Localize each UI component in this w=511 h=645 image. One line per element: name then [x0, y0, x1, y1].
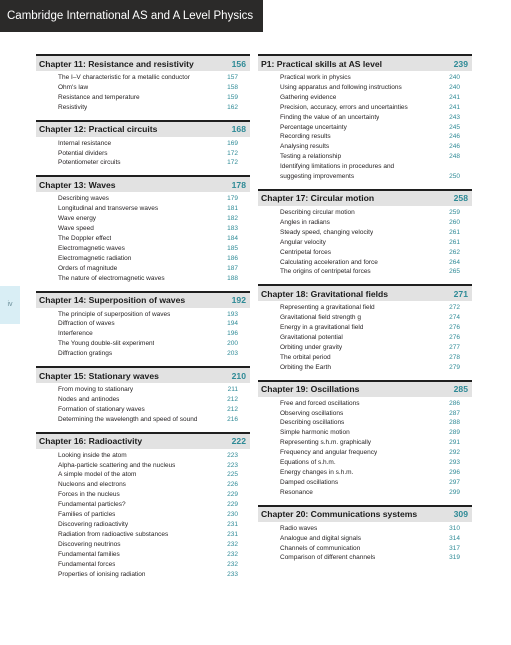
- toc-entry-label: The Young double-slit experiment: [58, 340, 155, 348]
- toc-entry-label: Angles in radians: [280, 218, 330, 226]
- toc-entry-label: Diffraction of waves: [58, 320, 115, 328]
- toc-entry-page: 159: [227, 93, 238, 101]
- toc-entry-label: Discovering neutrinos: [58, 540, 121, 548]
- toc-entry-label: Wave speed: [58, 225, 94, 233]
- toc-entry-label: Describing oscillations: [280, 419, 345, 427]
- toc-entry[interactable]: [258, 208, 472, 218]
- toc-entry[interactable]: [258, 438, 472, 448]
- book-title: Cambridge International AS and A Level Physics: [7, 10, 254, 22]
- chapter-heading[interactable]: [258, 284, 472, 301]
- toc-entry-label: Testing a relationship: [280, 153, 342, 161]
- toc-entry-page: 314: [449, 534, 460, 542]
- toc-entry[interactable]: [36, 158, 250, 168]
- toc-entry-label: The orbital period: [280, 353, 331, 361]
- chapter-page-number: 192: [231, 295, 246, 305]
- toc-entry[interactable]: [36, 385, 250, 395]
- toc-entry-page: 262: [449, 248, 460, 256]
- toc-column-right: [258, 54, 472, 570]
- toc-entry-page: 241: [449, 103, 460, 111]
- toc-entry-label: Describing circular motion: [280, 208, 355, 216]
- toc-entry-page: 169: [227, 139, 238, 147]
- toc-entry[interactable]: [36, 530, 250, 540]
- toc-entry-label: Gathering evidence: [280, 93, 337, 101]
- toc-entry-page: 232: [227, 550, 238, 558]
- toc-entry[interactable]: [36, 264, 250, 274]
- toc-entry-label: Potentiometer circuits: [58, 159, 121, 167]
- toc-entry-page: 272: [449, 304, 460, 312]
- chapter-heading[interactable]: [258, 189, 472, 206]
- toc-entry-page: 188: [227, 274, 238, 282]
- toc-entry-label: Analysing results: [280, 143, 330, 151]
- toc-entry[interactable]: [258, 73, 472, 83]
- toc-entry-label: Ohm's law: [58, 83, 89, 91]
- toc-entry[interactable]: [258, 132, 472, 142]
- chapter-heading[interactable]: [36, 54, 250, 71]
- toc-entry-page: 233: [227, 570, 238, 578]
- toc-entry[interactable]: [258, 363, 472, 373]
- chapter-section: [258, 54, 472, 182]
- toc-entry[interactable]: [258, 228, 472, 238]
- toc-entry-page: 186: [227, 254, 238, 262]
- toc-entry-page: 231: [227, 521, 238, 528]
- toc-entry-label: Resistivity: [58, 103, 88, 111]
- toc-entry-page: 260: [449, 218, 460, 226]
- chapter-page-number: 239: [453, 58, 468, 69]
- toc-entry-label: Alpha-particle scattering and the nucleus: [58, 461, 176, 469]
- toc-entry-label: Determining the wavelength and speed of sound: [58, 415, 198, 423]
- toc-entry[interactable]: [36, 451, 250, 461]
- toc-entry-page: 240: [449, 74, 460, 81]
- toc-entry-label: Internal resistance: [58, 139, 112, 147]
- toc-entry[interactable]: [36, 560, 250, 570]
- page-number: iv: [7, 301, 13, 308]
- toc-entry[interactable]: [36, 204, 250, 214]
- toc-entry[interactable]: [258, 399, 472, 409]
- toc-entry-label: Wave energy: [58, 215, 97, 223]
- toc-entry-page: 299: [449, 488, 460, 496]
- toc-entry-label: Radio waves: [280, 524, 318, 532]
- toc-entry-label: Fundamental forces: [58, 560, 116, 568]
- toc-entry-page: 319: [449, 554, 460, 562]
- toc-entry-label: Radiation from radioactive substances: [58, 530, 169, 538]
- chapter-page-number: 168: [231, 124, 246, 135]
- chapter-section: [258, 380, 472, 498]
- toc-entry[interactable]: [36, 83, 250, 93]
- toc-entry-label: Potential dividers: [58, 149, 108, 157]
- toc-entry-label: Orders of magnitude: [58, 264, 118, 272]
- page-number-tab: [0, 286, 20, 324]
- toc-entry[interactable]: [36, 540, 250, 550]
- toc-entry-label: Longitudinal and transverse waves: [58, 205, 159, 213]
- toc-entry-page: 317: [449, 544, 460, 552]
- chapter-page-number: 178: [231, 179, 246, 190]
- toc-entry-label: Electromagnetic waves: [58, 244, 125, 252]
- toc-entry[interactable]: [258, 218, 472, 228]
- toc-entry-page: 246: [449, 143, 460, 151]
- toc-entry[interactable]: [36, 139, 250, 149]
- chapter-title: Chapter 20: Communications systems: [261, 509, 418, 520]
- chapter-page-number: 210: [231, 370, 246, 381]
- chapter-page-number: 258: [453, 193, 468, 204]
- toc-entry-page: 203: [227, 350, 238, 358]
- toc-entry-page: 261: [449, 238, 460, 246]
- toc-entry-label: Recording results: [280, 133, 331, 141]
- toc-entry-page: 157: [227, 74, 238, 81]
- chapter-page-number: 285: [453, 384, 468, 395]
- toc-entry-page: 278: [449, 353, 460, 361]
- toc-entry-label: Families of particles: [58, 511, 116, 519]
- toc-entry[interactable]: [258, 303, 472, 313]
- toc-entry-page: 310: [449, 524, 460, 532]
- toc-entry-page: 184: [227, 234, 238, 242]
- toc-entry-page: 250: [449, 173, 460, 181]
- toc-entry[interactable]: [258, 544, 472, 554]
- toc-entry-label: Analogue and digital signals: [280, 534, 361, 542]
- toc-entry-label: Looking inside the atom: [58, 451, 127, 459]
- toc-entry[interactable]: [36, 319, 250, 329]
- toc-entry-label: The nature of electromagnetic waves: [58, 274, 165, 282]
- chapter-section: [36, 432, 250, 580]
- toc-entry-label: Frequency and angular frequency: [280, 449, 378, 457]
- chapter-section: [258, 284, 472, 372]
- toc-entry-page: 179: [227, 195, 238, 203]
- toc-entry-page: 292: [449, 449, 460, 457]
- toc-entry-page: 264: [449, 258, 460, 266]
- toc-entry[interactable]: [36, 234, 250, 244]
- chapter-section: [36, 54, 250, 113]
- toc-entry[interactable]: [258, 343, 472, 353]
- toc-entry-page: 276: [449, 324, 460, 332]
- toc-entry-label: Gravitational field strength g: [280, 314, 361, 322]
- toc-entry[interactable]: [36, 550, 250, 560]
- toc-entry-label: Angular velocity: [280, 238, 326, 246]
- toc-entry-label: From moving to stationary: [58, 386, 134, 394]
- toc-entry-label: Centripetal forces: [280, 248, 331, 256]
- toc-entry[interactable]: [258, 353, 472, 363]
- toc-entry-label: A simple model of the atom: [58, 471, 137, 479]
- toc-entry[interactable]: [36, 93, 250, 103]
- toc-entry-page: 182: [227, 215, 238, 223]
- toc-entry[interactable]: [258, 553, 472, 563]
- toc-entry[interactable]: [36, 490, 250, 500]
- toc-entry-page: 232: [227, 560, 238, 568]
- toc-entry-label: Representing s.h.m. graphically: [280, 439, 372, 447]
- toc-entry[interactable]: [258, 524, 472, 534]
- toc-entry-label: Orbiting under gravity: [280, 343, 343, 351]
- toc-entry[interactable]: [258, 534, 472, 544]
- toc-entry-page: 296: [449, 469, 460, 476]
- chapter-section: [258, 189, 472, 277]
- toc-entry-label: Describing waves: [58, 195, 109, 203]
- toc-entry-label: Nucleons and electrons: [58, 481, 126, 489]
- chapter-section: [258, 505, 472, 564]
- toc-entry[interactable]: [258, 103, 472, 113]
- toc-entry-page: 162: [227, 103, 238, 111]
- chapter-section: [36, 291, 250, 360]
- toc-entry-label: The origins of centripetal forces: [280, 268, 371, 276]
- toc-entry-page: 231: [227, 530, 238, 538]
- toc-entry-page: 211: [227, 386, 238, 394]
- toc-entry[interactable]: [258, 409, 472, 419]
- toc-entry[interactable]: [258, 93, 472, 103]
- toc-entry-page: 187: [227, 264, 238, 272]
- toc-entry[interactable]: [36, 470, 250, 480]
- toc-entry[interactable]: [258, 333, 472, 343]
- chapter-section: [36, 175, 250, 283]
- toc-entry-label: The Doppler effect: [58, 234, 112, 242]
- toc-entry[interactable]: [258, 142, 472, 152]
- toc-entry[interactable]: [258, 478, 472, 488]
- toc-entry-label: Energy in a gravitational field: [280, 324, 364, 332]
- chapter-title: Chapter 12: Practical circuits: [39, 124, 158, 135]
- toc-entry-page: 246: [449, 133, 460, 141]
- toc-entry[interactable]: [36, 329, 250, 339]
- toc-entry-page: 289: [449, 429, 460, 437]
- toc-entry-label: Orbiting the Earth: [280, 363, 331, 371]
- toc-entry-page: 212: [227, 405, 238, 413]
- toc-entry-label: Properties of ionising radiation: [58, 570, 146, 578]
- chapter-heading[interactable]: [258, 505, 472, 522]
- toc-entry-label: Channels of communication: [280, 544, 361, 552]
- toc-entry[interactable]: [258, 313, 472, 323]
- chapter-heading[interactable]: [36, 291, 250, 308]
- toc-entry[interactable]: [36, 395, 250, 405]
- toc-entry-label: Resonance: [280, 488, 313, 496]
- toc-entry-label: Representing a gravitational field: [280, 304, 375, 312]
- toc-entry[interactable]: [36, 244, 250, 254]
- chapter-title: Chapter 14: Superposition of waves: [39, 295, 186, 305]
- toc-entry-page: 279: [449, 363, 460, 371]
- toc-entry-label: Simple harmonic motion: [280, 429, 350, 437]
- toc-column-left: [36, 54, 250, 586]
- toc-entry-page: 229: [227, 501, 238, 509]
- toc-entry[interactable]: [36, 254, 250, 264]
- toc-entry-page: 276: [449, 334, 460, 342]
- chapter-title: Chapter 11: Resistance and resistivity: [39, 58, 194, 69]
- toc-entry-page: 172: [227, 159, 238, 167]
- chapter-page-number: 309: [453, 509, 468, 520]
- toc-entry[interactable]: [258, 267, 472, 277]
- toc-entry[interactable]: [258, 428, 472, 438]
- toc-entry-page: 212: [227, 395, 238, 403]
- toc-entry[interactable]: [36, 214, 250, 224]
- toc-entry[interactable]: [36, 461, 250, 471]
- chapter-section: [36, 120, 250, 169]
- chapter-heading[interactable]: [258, 54, 472, 71]
- toc-entry[interactable]: [258, 113, 472, 123]
- toc-entry-label: Fundamental families: [58, 550, 120, 558]
- chapter-page-number: 271: [453, 288, 468, 299]
- toc-entry[interactable]: [258, 162, 472, 182]
- toc-entry-label: Electromagnetic radiation: [58, 254, 132, 262]
- toc-entry-page: 287: [449, 409, 460, 417]
- chapter-title: Chapter 16: Radioactivity: [39, 436, 143, 447]
- toc-entry-page: 248: [449, 153, 460, 161]
- toc-entry-page: 286: [449, 399, 460, 407]
- toc-entry-label: Interference: [58, 330, 93, 338]
- toc-entry-label: Forces in the nucleus: [58, 491, 120, 499]
- toc-entry-label: Steady speed, changing velocity: [280, 228, 374, 236]
- toc-entry-label: Precision, accuracy, errors and uncertainties: [280, 103, 408, 111]
- toc-entry[interactable]: [258, 258, 472, 268]
- chapter-title: Chapter 13: Waves: [39, 179, 116, 190]
- toc-entry-label: Formation of stationary waves: [58, 405, 145, 413]
- toc-entry-page: 185: [227, 244, 238, 252]
- chapter-page-number: 156: [231, 58, 246, 69]
- chapter-title: Chapter 17: Circular motion: [261, 193, 375, 204]
- toc-entry-page: 194: [227, 320, 238, 328]
- toc-entry-page: 288: [449, 419, 460, 427]
- toc-entry-label: Discovering radioactivity: [58, 521, 129, 528]
- toc-entry-page: 293: [449, 459, 460, 467]
- toc-entry-page: 223: [227, 451, 238, 459]
- toc-entry-page: 297: [449, 478, 460, 486]
- toc-entry-label: Gravitational potential: [280, 334, 343, 342]
- toc-entry[interactable]: [36, 510, 250, 520]
- chapter-heading[interactable]: [258, 380, 472, 397]
- toc-entry-page: 230: [227, 511, 238, 519]
- toc-entry[interactable]: [36, 73, 250, 83]
- toc-entry[interactable]: [258, 83, 472, 93]
- toc-entry-page: 243: [449, 113, 460, 121]
- toc-entry-page: 240: [449, 83, 460, 91]
- toc-entry[interactable]: [36, 103, 250, 113]
- toc-entry-label: The I–V characteristic for a metallic conductor: [58, 74, 190, 81]
- toc-entry-page: 277: [449, 343, 460, 351]
- toc-entry-label: Equations of s.h.m.: [280, 459, 336, 467]
- toc-entry-label: Finding the value of an uncertainty: [280, 113, 380, 121]
- toc-entry[interactable]: [36, 349, 250, 359]
- toc-entry-page: 181: [227, 205, 238, 213]
- toc-entry-label: Fundamental particles?: [58, 501, 126, 509]
- toc-entry-page: 225: [227, 471, 238, 479]
- chapter-page-number: 222: [231, 436, 246, 447]
- toc-entry[interactable]: [258, 468, 472, 478]
- toc-entry[interactable]: [36, 500, 250, 510]
- toc-entry-label: Energy changes in s.h.m.: [280, 469, 354, 476]
- toc-entry[interactable]: [36, 339, 250, 349]
- toc-entry[interactable]: [258, 152, 472, 162]
- toc-entry[interactable]: [258, 458, 472, 468]
- toc-entry-label: Identifying limitations in procedures and suggesting improvements: [280, 163, 395, 181]
- toc-entry[interactable]: [258, 488, 472, 498]
- book-title-bar: [0, 0, 263, 32]
- toc-entry[interactable]: [258, 123, 472, 133]
- toc-entry-page: 183: [227, 225, 238, 233]
- toc-entry[interactable]: [36, 570, 250, 580]
- toc-entry-page: 241: [449, 93, 460, 101]
- chapter-title: Chapter 18: Gravitational fields: [261, 288, 389, 299]
- toc-entry[interactable]: [258, 323, 472, 333]
- toc-entry-page: 265: [449, 268, 460, 276]
- toc-entry-label: Comparison of different channels: [280, 554, 376, 562]
- toc-entry-label: Resistance and temperature: [58, 93, 140, 101]
- toc-entry[interactable]: [36, 224, 250, 234]
- toc-entry-label: Practical work in physics: [280, 74, 351, 81]
- toc-entry-label: Free and forced oscillations: [280, 399, 360, 407]
- chapter-title: Chapter 19: Oscillations: [261, 384, 360, 395]
- toc-entry-page: 259: [449, 208, 460, 216]
- toc-entry[interactable]: [36, 194, 250, 204]
- toc-entry-label: Percentage uncertainty: [280, 123, 347, 131]
- toc-entry-page: 196: [227, 330, 238, 338]
- toc-entry[interactable]: [36, 405, 250, 415]
- toc-entry-label: Diffraction gratings: [58, 350, 113, 358]
- toc-entry[interactable]: [36, 520, 250, 530]
- toc-entry-page: 223: [227, 461, 238, 469]
- toc-entry[interactable]: [36, 310, 250, 320]
- chapter-title: P1: Practical skills at AS level: [261, 58, 383, 69]
- toc-entry-label: Observing oscillations: [280, 409, 344, 417]
- chapter-title: Chapter 15: Stationary waves: [39, 370, 159, 381]
- toc-entry[interactable]: [258, 248, 472, 258]
- toc-entry[interactable]: [258, 448, 472, 458]
- chapter-heading[interactable]: [36, 120, 250, 137]
- toc-entry-label: Calculating acceleration and force: [280, 258, 378, 266]
- chapter-heading[interactable]: [36, 175, 250, 192]
- chapter-heading[interactable]: [36, 366, 250, 383]
- toc-entry-page: 232: [227, 540, 238, 548]
- toc-entry-page: 172: [227, 149, 238, 157]
- toc-entry-label: The principle of superposition of waves: [58, 310, 171, 318]
- chapter-section: [36, 366, 250, 425]
- toc-entry[interactable]: [36, 480, 250, 490]
- toc-entry-label: Using apparatus and following instructions: [280, 83, 402, 91]
- toc-entry-page: 229: [227, 491, 238, 499]
- toc-entry-page: 261: [449, 228, 460, 236]
- toc-entry-page: 158: [227, 83, 238, 91]
- toc-entry-label: Damped oscillations: [280, 478, 339, 486]
- toc-entry[interactable]: [258, 238, 472, 248]
- toc-entry[interactable]: [36, 149, 250, 159]
- toc-entry[interactable]: [36, 415, 250, 425]
- toc-entry-page: 274: [449, 314, 460, 322]
- chapter-heading[interactable]: [36, 432, 250, 449]
- toc-entry-page: 193: [227, 310, 238, 318]
- toc-entry-page: 291: [449, 439, 460, 447]
- toc-entry-label: Nodes and antinodes: [58, 395, 120, 403]
- toc-entry-page: 200: [227, 340, 238, 348]
- toc-entry-page: 226: [227, 481, 238, 489]
- toc-entry-page: 245: [449, 123, 460, 131]
- toc-entry-page: 216: [227, 415, 238, 423]
- toc-entry[interactable]: [258, 418, 472, 428]
- toc-entry[interactable]: [36, 274, 250, 284]
